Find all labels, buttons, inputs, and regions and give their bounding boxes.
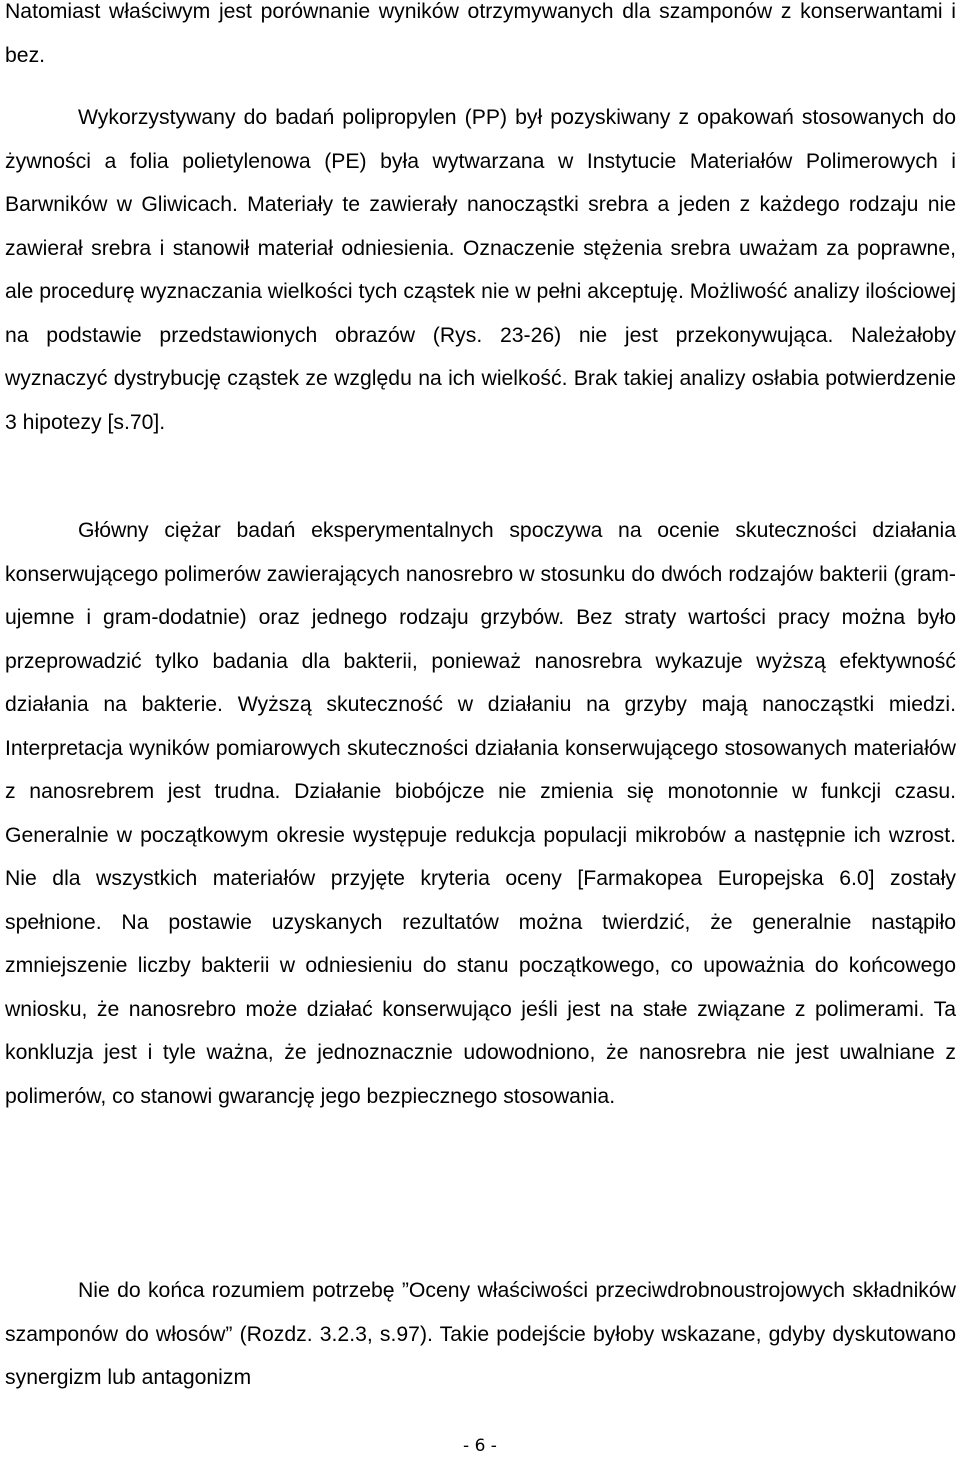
page-number: - 6 - <box>463 1436 497 1456</box>
paragraph-2: Wykorzystywany do badań polipropylen (PP) był pozyskiwany z opakowań stosowanych do żywności a folia polietylenowa (PE) była wytwarzana w Instytucie Materiałów Polimerowych i Barwników w Gliwicach. Materiały te zawierały nanocząstki srebra a jeden z każdego rodzaju nie zawierał srebra i stanowił materiał odniesienia. Oznaczenie stężenia srebra uważam za poprawne, ale procedurę wyznaczania wielkości tych cząstek nie w pełni akceptuję. Możliwość analizy ilościowej na podstawie przedstawionych obrazów (Rys. 23-26) nie jest przekonywująca. Należałoby wyznaczyć dystrybucję cząstek ze względu na ich wielkość. Brak takiej analizy osłabia potwierdzenie 3 hipotezy [s.70]. <box>5 106 956 434</box>
paragraph-3: Główny ciężar badań eksperymentalnych spoczywa na ocenie skuteczności działania konserwującego polimerów zawierających nanosrebro w stosunku do dwóch rodzajów bakterii (gram-ujemne i gram-dodatnie) oraz jednego rodzaju grzybów. Bez straty wartości pracy można było przeprowadzić tylko badania dla bakterii, ponieważ nanosrebra wykazuje wyższą efektywność działania na bakterie. Wyższą skuteczność w działaniu na grzyby mają nanocząstki miedzi. Interpretacja wyników pomiarowych skuteczności działania konserwującego stosowanych materiałów z nanosrebrem jest trudna. Działanie biobójcze nie zmienia się monotonnie w funkcji czasu. Generalnie w początkowym okresie występuje redukcja populacji mikrobów a następnie ich wzrost. Nie dla wszystkich materiałów przyjęte kryteria oceny [Farmakopea Europejska 6.0] zostały spełnione. Na postawie uzyskanych rezultatów można twierdzić, że generalnie nastąpiło zmniejszenie liczby bakterii w odniesieniu do stanu początkowego, co upoważnia do końcowego wniosku, że nanosrebro może działać konserwująco jeśli jest na stałe związane z polimerami. Ta konkluzja jest i tyle ważna, że jednoznacznie udowodniono, że nanosrebra nie jest uwalniane z polimerów, co stanowi gwarancję jego bezpiecznego stosowania. <box>5 519 956 1108</box>
paragraph-4: Nie do końca rozumiem potrzebę ”Oceny właściwości przeciwdrobnoustrojowych składników szamponów do włosów” (Rozdz. 3.2.3, s.97). Takie podejście byłoby wskazane, gdyby dyskutowano synergizm lub antagonizm <box>5 1279 956 1389</box>
paragraph-1: Natomiast właściwym jest porównanie wyników otrzymywanych dla szamponów z konserwantami i bez. <box>5 0 956 67</box>
